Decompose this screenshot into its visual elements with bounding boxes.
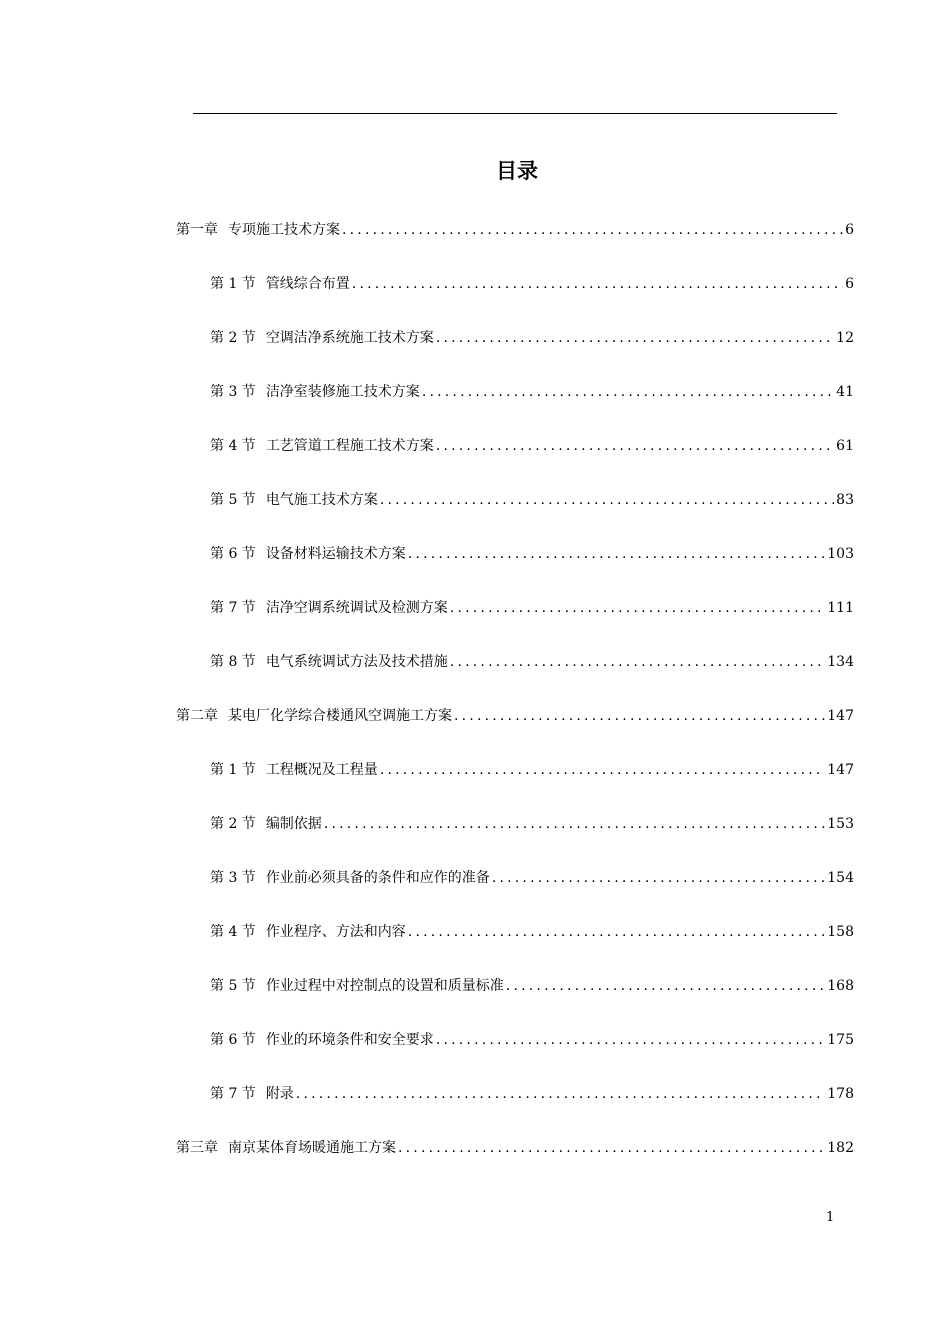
dot-leader bbox=[408, 917, 825, 947]
toc-entry-section[interactable] bbox=[210, 755, 854, 785]
dot-leader bbox=[492, 863, 825, 893]
toc-page-number: 147 bbox=[827, 762, 854, 778]
dot-leader bbox=[450, 593, 825, 623]
dot-leader bbox=[296, 1079, 825, 1109]
toc-entry-chapter-1[interactable] bbox=[176, 215, 854, 245]
toc-title-text: 洁净室装修施工技术方案 bbox=[265, 384, 420, 400]
toc-page-number: 6 bbox=[845, 276, 854, 292]
toc-page-number: 41 bbox=[836, 384, 854, 400]
dot-leader bbox=[450, 647, 825, 677]
toc-page-number: 182 bbox=[827, 1140, 854, 1156]
toc-entry-chapter-2[interactable] bbox=[176, 701, 854, 731]
toc-label: 第 2 节 bbox=[210, 816, 256, 832]
toc-page-number: 175 bbox=[827, 1032, 854, 1048]
toc-entry-section[interactable] bbox=[210, 1079, 854, 1109]
toc-page-number: 6 bbox=[845, 222, 854, 238]
toc-label: 第 2 节 bbox=[210, 330, 256, 346]
dot-leader bbox=[342, 215, 843, 245]
toc-page-number: 111 bbox=[827, 600, 854, 616]
dot-leader bbox=[398, 1133, 825, 1163]
toc-title-text: 管线综合布置 bbox=[265, 276, 350, 292]
toc-title-text: 作业过程中对控制点的设置和质量标准 bbox=[265, 978, 504, 994]
toc-page-number: 83 bbox=[836, 492, 854, 508]
toc-label: 第 1 节 bbox=[210, 762, 256, 778]
toc-entry-section[interactable] bbox=[210, 917, 854, 947]
toc-label: 第二章 bbox=[176, 708, 218, 724]
toc-page-number: 154 bbox=[827, 870, 854, 886]
dot-leader bbox=[436, 431, 834, 461]
toc-title-text: 电气系统调试方法及技术措施 bbox=[265, 654, 448, 670]
toc-label: 第 8 节 bbox=[210, 654, 256, 670]
toc-page-number: 168 bbox=[827, 978, 854, 994]
dot-leader bbox=[454, 701, 825, 731]
toc-entry-section[interactable] bbox=[210, 593, 854, 623]
toc-title-text: 洁净空调系统调试及检测方案 bbox=[265, 600, 448, 616]
toc-page-number: 12 bbox=[836, 330, 854, 346]
toc-label: 第 7 节 bbox=[210, 600, 256, 616]
dot-leader bbox=[506, 971, 825, 1001]
toc-label: 第 7 节 bbox=[210, 1086, 256, 1102]
toc-entry-section[interactable] bbox=[210, 863, 854, 893]
toc-title-text: 编制依据 bbox=[265, 816, 322, 832]
toc-entry-chapter-3[interactable] bbox=[176, 1133, 854, 1163]
toc-label: 第三章 bbox=[176, 1140, 218, 1156]
toc-title-text: 南京某体育场暖通施工方案 bbox=[228, 1140, 396, 1156]
toc-label: 第一章 bbox=[176, 222, 218, 238]
toc-title-text: 设备材料运输技术方案 bbox=[265, 546, 406, 562]
toc-page-number: 134 bbox=[827, 654, 854, 670]
toc-entry-section[interactable] bbox=[210, 1025, 854, 1055]
toc-entry-section[interactable] bbox=[210, 539, 854, 569]
toc-title-text: 某电厂化学综合楼通风空调施工方案 bbox=[228, 708, 452, 724]
dot-leader bbox=[380, 755, 825, 785]
toc-entry-section[interactable] bbox=[210, 809, 854, 839]
toc-title-text: 作业程序、方法和内容 bbox=[265, 924, 406, 940]
toc-label: 第 5 节 bbox=[210, 978, 256, 994]
toc-entry-section[interactable] bbox=[210, 377, 854, 407]
page-number: 1 bbox=[826, 1210, 835, 1225]
toc-entry-section[interactable] bbox=[210, 431, 854, 461]
toc-title-text: 附录 bbox=[265, 1086, 294, 1102]
toc-label: 第 4 节 bbox=[210, 924, 256, 940]
toc-page-number: 147 bbox=[827, 708, 854, 724]
dot-leader bbox=[422, 377, 834, 407]
toc-title-text: 专项施工技术方案 bbox=[228, 222, 340, 238]
toc-title-text: 工艺管道工程施工技术方案 bbox=[265, 438, 434, 454]
toc-entry-section[interactable] bbox=[210, 971, 854, 1001]
toc-label: 第 6 节 bbox=[210, 546, 256, 562]
toc-title-text: 电气施工技术方案 bbox=[265, 492, 378, 508]
dot-leader bbox=[324, 809, 825, 839]
toc-label: 第 5 节 bbox=[210, 492, 256, 508]
dot-leader bbox=[408, 539, 825, 569]
toc-title-text: 作业前必须具备的条件和应作的准备 bbox=[265, 870, 490, 886]
dot-leader bbox=[436, 323, 834, 353]
toc-title-text: 工程概况及工程量 bbox=[265, 762, 378, 778]
toc-entry-section[interactable] bbox=[210, 323, 854, 353]
dot-leader bbox=[380, 485, 834, 515]
toc-page-number: 178 bbox=[827, 1086, 854, 1102]
toc-page-number: 153 bbox=[827, 816, 854, 832]
dot-leader bbox=[352, 269, 843, 299]
toc-page-number: 103 bbox=[827, 546, 854, 562]
toc-label: 第 3 节 bbox=[210, 870, 256, 886]
toc-label: 第 1 节 bbox=[210, 276, 256, 292]
toc-label: 第 4 节 bbox=[210, 438, 256, 454]
dot-leader bbox=[436, 1025, 825, 1055]
toc-entry-section[interactable] bbox=[210, 269, 854, 299]
toc-page-number: 158 bbox=[827, 924, 854, 940]
toc-label: 第 3 节 bbox=[210, 384, 256, 400]
toc-title-text: 空调洁净系统施工技术方案 bbox=[265, 330, 434, 346]
toc-entry-section[interactable] bbox=[210, 485, 854, 515]
header-rule bbox=[193, 113, 837, 114]
toc-label: 第 6 节 bbox=[210, 1032, 256, 1048]
toc-entry-section[interactable] bbox=[210, 647, 854, 677]
toc-title-text: 作业的环境条件和安全要求 bbox=[265, 1032, 434, 1048]
toc-page-number: 61 bbox=[836, 438, 854, 454]
toc-title: 目录 bbox=[496, 159, 538, 183]
